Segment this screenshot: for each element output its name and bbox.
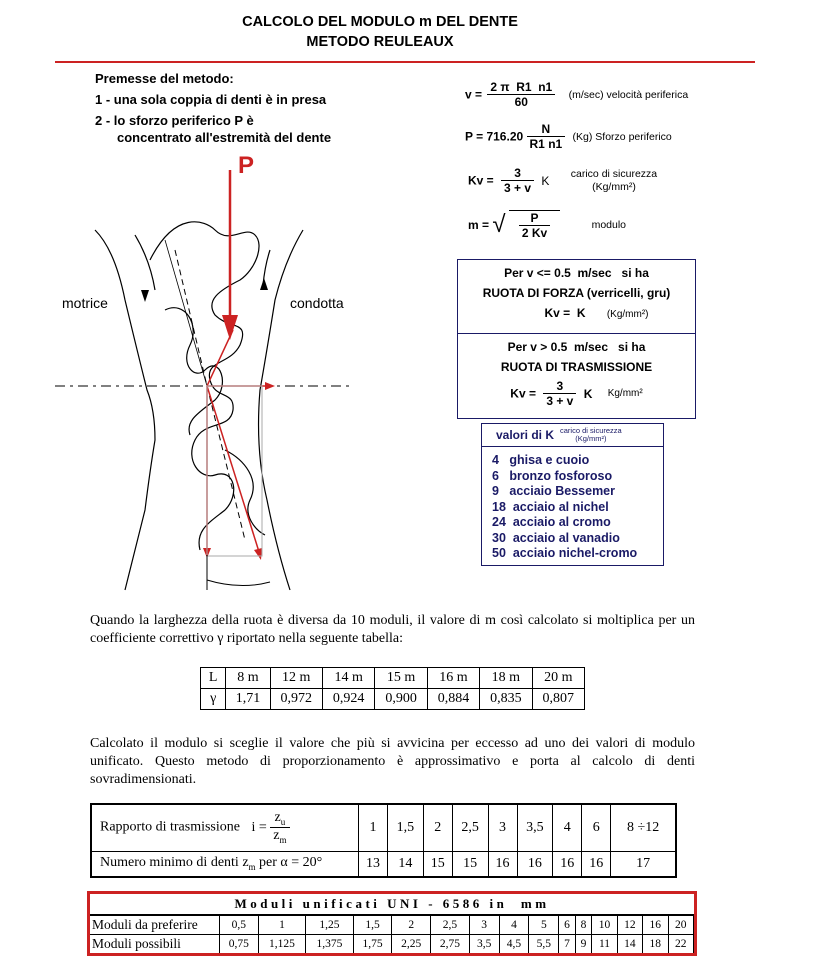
ratio-table [90,803,677,878]
gamma-row-coefficient [201,689,585,710]
uni-possible-cell: 1,125 [258,935,306,954]
uni-possible-cell: 2,25 [392,935,431,954]
gamma-length-cell: 8 m [226,668,270,689]
rotation-arrow-right [260,278,268,290]
premesse-section [95,70,331,146]
driver-gear-arc [135,235,155,290]
gamma-table [200,667,585,710]
formula-kv-fraction [501,166,534,195]
gamma-value-cell: 0,807 [532,689,584,710]
uni-possible-cell: 5,5 [529,935,559,954]
formula-p [465,122,672,151]
ratio-value-cell: 4 [553,804,582,851]
ratio-i-fraction [270,810,289,845]
formula-p-note: (Kg) Sforzo periferico [572,130,672,143]
ratio-value-cell: 1,5 [388,804,424,851]
ratio-zu-z: z [274,810,281,826]
ratio-i-eq: i = [251,819,267,835]
box-trasm-lhs: Kv = [510,386,536,401]
k-values-list [482,447,663,562]
uni-possible-cell: 4,5 [499,935,529,954]
driver-label: motrice [62,295,108,311]
uni-preferred-cell: 6 [559,916,576,935]
box-trasm-line2: RUOTA DI TRASMISSIONE [500,360,653,374]
title-rule [55,61,755,63]
uni-possible-cell: 1,375 [306,935,354,954]
formula-m-lhs: m = [468,218,490,232]
uni-preferred-cell: 4 [499,916,529,935]
ratio-value-cell: 2 [423,804,452,851]
ratio-value-cell: 3 [488,804,517,851]
formula-v-note: (m/sec) velocità periferica [568,88,689,101]
ratio-zm-sub: m [279,835,287,846]
gamma-length-cell: 12 m [270,668,322,689]
box-trasm-line1: Per v > 0.5 m/sec si ha [507,340,646,354]
uni-possible-cell: 0,75 [220,935,259,954]
title-line1: CALCOLO DEL MODULO m DEL DENTE [242,14,518,30]
uni-preferred-cell: 20 [668,916,694,935]
box-trasm-formula [458,379,695,408]
ratio-row-transmission [91,804,676,851]
k-header-note-line1: carico di sicurezza [560,426,622,435]
page-title [200,12,560,52]
box-forza [458,260,695,334]
teeth-label-cell [91,851,359,877]
premesse-heading: Premesse del metodo: [95,71,234,86]
uni-preferred-cell: 10 [592,916,617,935]
formula-p-fraction [527,122,566,151]
construction-line-1 [175,250,207,386]
ratio-value-cell: 1 [359,804,388,851]
gamma-length-cell: 15 m [375,668,427,689]
formula-v-num: 2 π R1 n1 [487,80,555,95]
box-trasm-fraction [543,379,576,408]
gamma-value-cell: 0,835 [480,689,532,710]
gamma-length-cell: 16 m [427,668,479,689]
teeth-value-cell: 15 [423,851,452,877]
formula-v-fraction [487,80,555,109]
formula-p-num: N [527,122,566,137]
ratio-value-cell: 8 ÷12 [611,804,676,851]
construction-line-3 [165,240,207,386]
ratio-value-cell: 6 [582,804,611,851]
uni-possible-cell: 7 [559,935,576,954]
uni-row1-label: Moduli da preferire [90,916,220,935]
box-trasm-den: 3 + v [546,394,574,408]
gamma-value-cell: 1,71 [226,689,270,710]
construction-line-2 [207,386,245,540]
gear-diagram [55,150,355,600]
paragraph-modulo-unificato: Calcolato il modulo si sceglie il valore che più si avvicina per eccesso ad uno dei valori di modulo unificato. Questo metodo di proporzionamento è approssimativo e porta al calcolo di denti sovradimensionati. [90,736,695,787]
driven-label: condotta [290,295,344,311]
ratio-label-cell [91,804,359,851]
uni-possible-cell: 9 [575,935,592,954]
formula-p-den: R1 n1 [529,137,563,151]
teeth-value-cell: 17 [611,851,676,877]
uni-preferred-cell: 3 [469,916,499,935]
ratio-value-cell: 3,5 [517,804,553,851]
k-value-item: 6 bronzo fosforoso [492,468,613,483]
formula-m-num: P [519,211,550,226]
ratio-zm-z: z [273,828,280,844]
premesse-item1: 1 - una sola coppia di denti è in presa [95,92,327,107]
k-value-item: 18 acciaio al nichel [492,499,609,514]
formula-kv-note [571,168,657,194]
ratio-zu [270,810,289,828]
box-trasm-unit: Kg/mm² [607,387,643,399]
k-values-header [482,424,663,447]
uni-table [90,915,694,953]
gamma-value-cell: 0,972 [270,689,322,710]
teeth-label-a: Numero minimo di denti z [100,855,249,871]
k-value-item: 30 acciaio al vanadio [492,530,620,545]
formula-kv-den: 3 + v [504,181,532,195]
ratio-value-cell: 2,5 [452,804,488,851]
uni-preferred-cell: 1,5 [353,916,392,935]
uni-preferred-cell: 5 [529,916,559,935]
uni-table-title: Moduli unificati UNI - 6586 in mm [90,894,694,915]
k-value-item: 50 acciaio nichel-cromo [492,546,638,560]
uni-preferred-cell: 2,5 [431,916,470,935]
angle-arc [207,580,270,586]
uni-preferred-cell: 2 [392,916,431,935]
uni-row2-label: Moduli possibili [90,935,220,954]
box-forza-line1: Per v <= 0.5 m/sec si ha [504,266,649,280]
gamma-value-cell: 0,884 [427,689,479,710]
gamma-length-cell: 20 m [532,668,584,689]
box-forza-line3: Kv = K [544,306,586,320]
sqrt-symbol: √ [492,211,506,238]
formula-m-den: 2 Kv [521,226,548,240]
teeth-value-cell: 14 [388,851,424,877]
red-arrow-diagonal [254,548,262,560]
uni-preferred-cell: 8 [575,916,592,935]
force-p-label: P [238,152,255,179]
teeth-value-cell: 13 [359,851,388,877]
formula-p-lhs: P = 716.20 [465,129,524,144]
ratio-label: Rapporto di trasmissione [100,819,240,835]
gamma-length-cell: L [201,668,226,689]
teeth-value-cell: 16 [582,851,611,877]
formula-v-den: 60 [514,95,528,109]
uni-possible-cell: 14 [617,935,642,954]
red-line-diagonal [207,386,260,555]
red-line-resultant [207,330,233,386]
uni-preferred-cell: 0,5 [220,916,259,935]
ratio-zm [270,828,289,845]
k-values-header-label: valori di K [496,428,555,442]
uni-row-possible [90,935,694,954]
ratio-row-teeth [91,851,676,877]
uni-preferred-cell: 1,25 [306,916,354,935]
premesse-item2a: 2 - lo sforzo periferico P è [95,113,254,128]
gamma-row-length [201,668,585,689]
k-value-item: 24 acciaio al cromo [492,515,611,529]
box-forza-line3-row [458,303,695,325]
driver-gear-outline [95,230,155,590]
teeth-label-b: per α = 20° [255,855,323,871]
box-forza-unit: (Kg/mm²) [606,309,649,320]
gamma-value-cell: γ [201,689,226,710]
uni-possible-cell: 22 [668,935,694,954]
uni-possible-cell: 18 [643,935,668,954]
formula-kv-lhs: Kv = [468,173,494,188]
uni-possible-cell: 1,75 [353,935,392,954]
premesse-item2b: concentrato all'estremità del dente [117,130,332,145]
formula-kv-num: 3 [501,166,534,181]
gamma-length-cell: 18 m [480,668,532,689]
uni-possible-cell: 2,75 [431,935,470,954]
formula-kv-note-line2: (Kg/mm²) [592,180,636,193]
gamma-value-cell: 0,900 [375,689,427,710]
teeth-value-cell: 15 [452,851,488,877]
rotation-arrow-left [141,290,149,302]
uni-preferred-cell: 1 [258,916,306,935]
uni-possible-cell: 11 [592,935,617,954]
formula-kv-note-line1: carico di sicurezza [570,167,658,180]
teeth-value-cell: 16 [553,851,582,877]
uni-preferred-cell: 16 [643,916,668,935]
teeth-value-cell: 16 [488,851,517,877]
red-arrow-horizontal [265,382,275,390]
k-values-header-note [560,427,622,443]
uni-preferred-cell: 12 [617,916,642,935]
gamma-value-cell: 0,924 [322,689,374,710]
formula-m [468,210,626,240]
formula-v-lhs: v = [465,87,483,102]
box-forza-line2: RUOTA DI FORZA (verricelli, gru) [482,286,671,300]
formula-m-fraction [509,210,560,240]
box-trasmissione [458,334,695,408]
formula-kv [468,166,657,195]
uni-possible-cell: 3,5 [469,935,499,954]
k-values-box [481,423,664,566]
box-trasm-k: K [583,386,593,401]
box-trasm-num: 3 [543,379,576,394]
uni-table-container [87,891,697,956]
regime-box [457,259,696,419]
k-value-item: 4 ghisa e cuoio [492,453,590,467]
uni-row-preferred [90,916,694,935]
formula-kv-k: K [541,173,550,188]
title-line2: METODO REULEAUX [306,34,454,50]
k-value-item: 9 acciaio Bessemer [492,484,615,498]
formula-m-note: modulo [591,219,627,231]
paragraph-gamma-intro: Quando la larghezza della ruota è diversa da 10 moduli, il valore di m così calcolato si moltiplica per un coefficiente correttivo γ riportato nella seguente tabella: [90,613,695,646]
formula-v [465,80,688,109]
teeth-value-cell: 16 [517,851,553,877]
k-header-note-line2: (Kg/mm²) [575,434,607,443]
gamma-length-cell: 14 m [322,668,374,689]
ratio-zu-sub: u [280,817,286,828]
teeth-label-sub: m [248,862,256,873]
